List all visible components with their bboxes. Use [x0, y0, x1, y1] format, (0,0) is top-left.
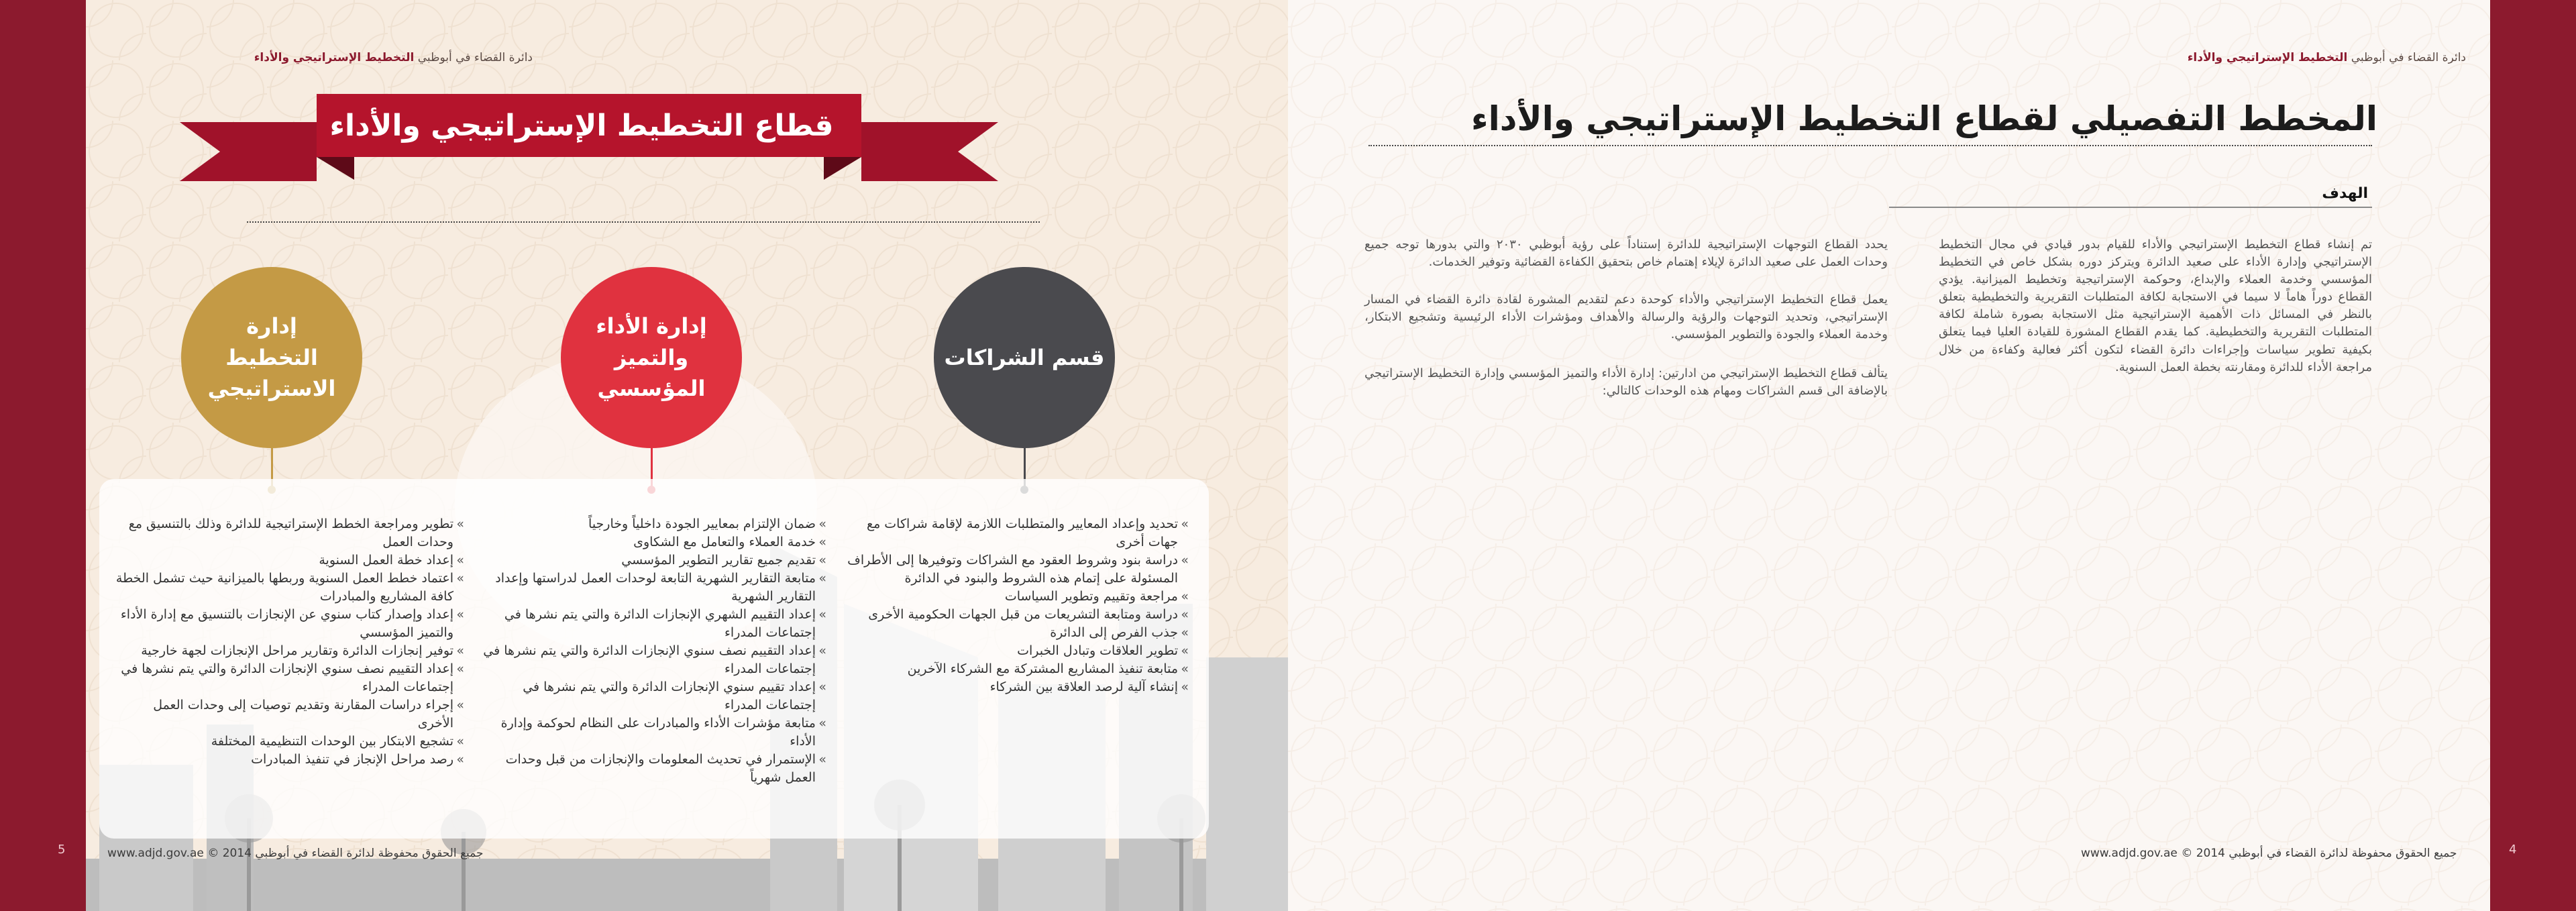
paragraph-intro: تم إنشاء قطاع التخطيط الإستراتيجي والأداء للقيام بدور قيادي في مجال التخطيط الإستراتيجي وإدارة الأداء على صعيد الدائرة ويتركز دوره بشكل خاص في التخطيط المؤسسي وخدمة العملاء والإبداع، وحوكمة الإستراتيجية وتخطيط الميزانية. يؤدي القطاع دوراً هاماً لا سيما في الاستجابة لكافة المتطلبات التقريرية والتخطيطية بتعلق بالنظر في المسائل ذات الأهمية الإستراتيجية مثل الاستجابة بصورة شاملة لكافة المتطلبات التقريرية والتخطيطية. كما يقدم القطاع المشورة للقيادة العليا فيما يتعلق بكيفية تطوير سياسات وإجراءات دائرة القضاء لتكون أكثر فعالية وكفاءة من خلال مراجعة الأداء للدائرة ومقارنته بخطة العمل السنوية.: [1939, 237, 2372, 374]
list-item: » الإستمرار في تحديث المعلومات والإنجازات من قبل وحدات العمل شهرياً: [478, 751, 826, 787]
footer-year: 2014: [2196, 847, 2225, 860]
footer-year: 2014: [222, 847, 252, 860]
list-item: » إنشاء آلية لرصد العلاقة بين الشركاء: [840, 678, 1189, 696]
list-item: » إعداد خطة العمل السنوية: [115, 551, 464, 570]
goal-heading: الهدف: [2322, 185, 2368, 202]
header-org: دائرة القضاء في أبوظبي: [2351, 51, 2466, 64]
page-number-right: 4: [2509, 843, 2517, 857]
list-item: » متابعة تنفيذ المشاريع المشتركة مع الشركاء الآخرين: [840, 660, 1189, 678]
right-footer: [2081, 847, 2457, 860]
list-item: » إعداد التقييم الشهري الإنجازات الدائرة والتي يتم نشرها في إجتماعات المدراء: [478, 606, 826, 642]
header-org: دائرة القضاء في أبوظبي: [417, 51, 533, 64]
list-item: » إعداد وإصدار كتاب سنوي عن الإنجازات بالتنسيق مع إدارة الأداء والتميز المؤسسي: [115, 606, 464, 642]
list-item: » اعتماد خطط العمل السنوية وربطها بالميزانية حيث تشمل الخطة كافة المشاريع والمبادرات: [115, 570, 464, 606]
list-item: » تقديم جميع تقارير التطوير المؤسسي: [478, 551, 826, 570]
list-item: » إجراء دراسات المقارنة وتقديم توصيات إلى وحدات العمل الأخرى: [115, 696, 464, 733]
right-margin-bar: [2490, 0, 2576, 911]
footer-url[interactable]: www.adjd.gov.ae: [2081, 847, 2178, 860]
page-number-left: 5: [58, 843, 66, 857]
left-footer: [107, 847, 484, 860]
list-item: » جذب الفرص إلى الدائرة: [840, 624, 1189, 642]
circle-performance: [561, 267, 742, 448]
goal-divider: [247, 221, 1040, 223]
paragraph-support: يعمل قطاع التخطيط الإستراتيجي والأداء كوحدة دعم لتقديم المشورة لقادة دائرة القضاء في المسار الإستراتيجي، وتحديد التوجهات والرؤية والرسالة والأهداف ومؤشرات الأداء الرئيسية وتشجيع الابتكار، وخدمة العملاء والجودة والتطوير المؤسسي.: [1364, 292, 1888, 342]
strategic-planning-list: [115, 515, 464, 769]
list-item: » خدمة العملاء والتعامل مع الشكاوى: [478, 533, 826, 551]
list-item: » تطوير العلاقات وتبادل الخبرات: [840, 642, 1189, 660]
list-item: » متابعة مؤشرات الأداء والمبادرات على النظام لحوكمة وإدارة الأداء: [478, 714, 826, 751]
header-sector: التخطيط الإستراتيجي والأداء: [2187, 51, 2348, 64]
list-item: » متابعة التقارير الشهرية التابعة لوحدات العمل لدراستها وإعداد التقارير الشهرية: [478, 570, 826, 606]
title-ribbon: [173, 94, 1005, 188]
goal-heading-divider: [1889, 207, 2372, 208]
list-item: » ضمان الإلتزام بمعايير الجودة داخلياً وخارجياً: [478, 515, 826, 533]
list-item: » دراسة بنود وشروط العقود مع الشراكات وتوفيرها إلى الأطراف المسئولة على إتمام هذه الشروط والبنود في الدائرة: [840, 551, 1189, 588]
copyright-symbol: ©: [207, 847, 219, 860]
ribbon-title: قطاع التخطيط الإستراتيجي والأداء: [329, 108, 834, 143]
circle-label: إدارة الأداء والتميز المؤسسي: [596, 313, 707, 402]
list-item: » تطوير ومراجعة الخطط الإستراتيجية للدائرة وذلك بالتنسيق مع وحدات العمل: [115, 515, 464, 551]
list-item: » مراجعة وتقييم وتطوير السياسات: [840, 588, 1189, 606]
paragraph-structure: يتألف قطاع التخطيط الإستراتيجي من ادارتين: إدارة الأداء والتميز المؤسسي وإدارة التخطيط الإستراتيجي بالإضافة الى قسم الشراكات ومهام هذه الوحدات كالتالي:: [1364, 366, 1888, 398]
header-sector: التخطيط الإستراتيجي والأداء: [254, 51, 415, 64]
left-margin-bar: [0, 0, 86, 911]
page-title: المخطط التفصيلي لقطاع التخطيط الإستراتيجي والأداء: [1471, 99, 2377, 138]
partnerships-list: [840, 515, 1189, 696]
list-item: » تشجيع الابتكار بين الوحدات التنظيمية المختلفة: [115, 733, 464, 751]
list-item: » إعداد التقييم نصف سنوي الإنجازات الدائرة والتي يتم نشرها في إجتماعات المدراء: [478, 642, 826, 678]
list-item: » إعداد التقييم نصف سنوي الإنجازات الدائرة والتي يتم نشرها في إجتماعات المدراء: [115, 660, 464, 696]
performance-list: [478, 515, 826, 787]
list-item: » إعداد تقييم سنوي الإنجازات الدائرة والتي يتم نشرها في إجتماعات المدراء: [478, 678, 826, 714]
paragraph-directions: يحدد القطاع التوجهات الإستراتيجية للدائرة إستناداً على رؤية أبوظبي ٢٠٣٠ والتي بدورها توجه جميع وحدات العمل على صعيد الدائرة لإيلاء إهتمام خاص بتحقيق الكفاءة القضائية وتوفير الخدمات.: [1364, 237, 1888, 270]
footer-copyright: جميع الحقوق محفوظة لدائرة القضاء في أبوظبي: [2229, 847, 2457, 860]
footer-copyright: جميع الحقوق محفوظة لدائرة القضاء في أبوظبي: [255, 847, 484, 860]
list-item: » رصد مراحل الإنجاز في تنفيذ المبادرات: [115, 751, 464, 769]
copyright-symbol: ©: [2181, 847, 2193, 860]
list-item: » دراسة ومتابعة التشريعات من قبل الجهات الحكومية الأخرى: [840, 606, 1189, 624]
title-divider: [1368, 145, 2372, 146]
circle-strategic-planning: [181, 267, 362, 448]
list-item: » توفير إنجازات الدائرة وتقارير مراحل الإنجازات لجهة خارجية: [115, 642, 464, 660]
page-header: [254, 51, 533, 64]
page-header: [2188, 51, 2466, 64]
circle-partnerships: [934, 267, 1115, 448]
circle-label: إدارة التخطيط الاستراتيجي: [207, 313, 336, 402]
circle-label: قسم الشراكات: [944, 344, 1105, 370]
list-item: » تحديد وإعداد المعايير والمتطلبات اللازمة لإقامة شراكات مع جهات أخرى: [840, 515, 1189, 551]
footer-url[interactable]: www.adjd.gov.ae: [107, 847, 204, 860]
